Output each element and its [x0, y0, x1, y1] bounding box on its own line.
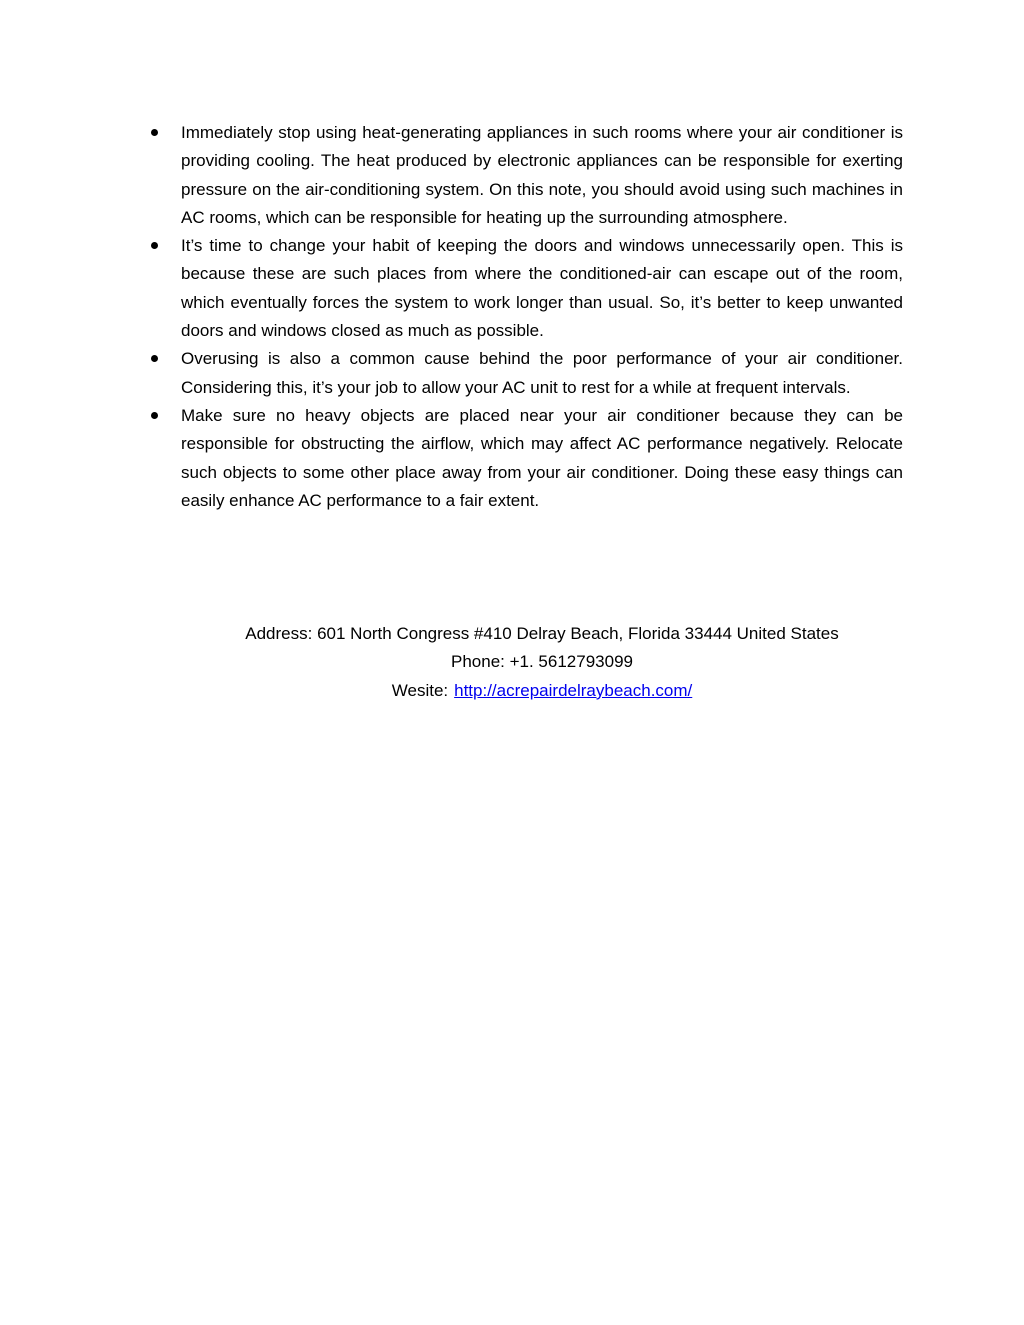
list-item [140, 119, 903, 232]
website-link[interactable]: http://acrepairdelraybeach.com/ [454, 680, 693, 700]
bullet-icon [151, 242, 158, 249]
phone-text: Phone: +1. 5612793099 [451, 652, 633, 672]
website-label: Wesite: [391, 680, 449, 700]
list-item [140, 345, 903, 402]
tips-bullet-list [140, 119, 903, 515]
bullet-text: Immediately stop using heat-generating appliances in such rooms where your air conditioner is providing cooling. The heat produced by electronic appliances can be responsible for exerting pressure on the air-conditioning system. On this note, you should avoid using such machines in AC rooms, which can be responsible for heating up the surrounding atmosphere. [181, 123, 903, 227]
bullet-icon [151, 129, 158, 136]
bullet-icon [151, 355, 158, 362]
list-item [140, 232, 903, 345]
bullet-icon [151, 412, 158, 419]
list-item [140, 402, 903, 515]
bullet-text: Make sure no heavy objects are placed near your air conditioner because they can be responsible for obstructing the airflow, which may affect AC performance negatively. Relocate such objects to some other place away from your air conditioner. Doing these easy things can easily enhance AC performance to a fair extent. [181, 405, 903, 510]
contact-block [0, 620, 1024, 705]
address-text: Address: 601 North Congress #410 Delray Beach, Florida 33444 United States [245, 624, 839, 643]
bullet-text: Overusing is also a common cause behind the poor performance of your air conditioner. Considering this, it’s your job to allow your AC unit to rest for a while at frequent intervals. [181, 349, 903, 397]
bullet-text: It’s time to change your habit of keeping the doors and windows unnecessarily open. This is because these are such places from where the conditioned-air can escape out of the room, which eventually forces the system to work longer than usual. So, it’s better to keep unwanted doors and windows closed as much as possible. [181, 236, 903, 341]
website-line [0, 677, 1024, 705]
